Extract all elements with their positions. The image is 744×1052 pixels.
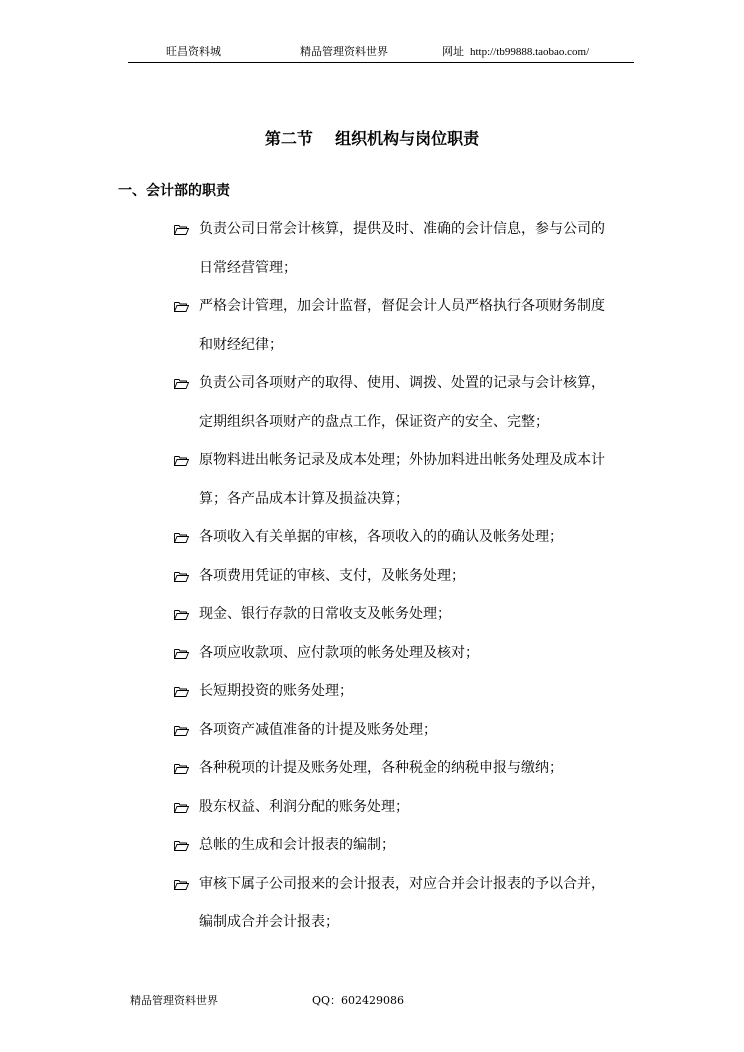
duty-text: 总帐的生成和会计报表的编制； xyxy=(199,837,395,853)
folder-outline-icon xyxy=(174,224,189,235)
section-title: 第二节 组织机构与岗位职责 xyxy=(264,129,480,148)
folder-outline-icon xyxy=(174,301,189,312)
duty-item xyxy=(172,826,642,865)
folder-outline-icon xyxy=(174,648,189,659)
duty-item xyxy=(172,788,642,827)
folder-outline-icon xyxy=(174,378,189,389)
duty-item xyxy=(172,749,642,788)
footer-site-name: 精品管理资料世界 xyxy=(130,994,218,1007)
duty-text: 各项资产减值准备的计提及账务处理； xyxy=(199,721,437,738)
duty-text: 原物料进出帐务记录及成本处理；外协加料进出帐务处理及成本计 算；各产品成本计算及损益决算； xyxy=(199,452,605,507)
duty-text: 各种税项的计提及账务处理，各种税金的纳税申报与缴纳； xyxy=(199,760,563,776)
duty-text: 负责公司日常会计核算，提供及时、准确的会计信息，参与公司的 日常经营管理； xyxy=(199,221,605,276)
folder-outline-icon xyxy=(174,802,189,813)
duty-text: 各项费用凭证的审核、支付，及帐务处理； xyxy=(199,567,465,584)
duty-item xyxy=(172,557,642,596)
duty-item xyxy=(172,634,642,673)
header-shop-name: 旺昌资料城 xyxy=(166,45,221,58)
folder-outline-icon xyxy=(174,609,189,620)
duty-item xyxy=(172,210,642,287)
duty-item xyxy=(172,441,642,518)
duty-text: 负责公司各项财产的取得、使用、调拨、处置的记录与会计核算， 定期组织各项财产的盘点工作，保证资产的安全、完整； xyxy=(199,375,605,430)
duty-item xyxy=(172,865,642,942)
duty-item xyxy=(172,518,642,557)
header-web-label: 网址 xyxy=(442,45,464,58)
footer-qq: QQ：602429086 xyxy=(312,994,405,1007)
header-site-name: 精品管理资料世界 xyxy=(300,45,388,58)
folder-outline-icon xyxy=(174,725,189,736)
folder-outline-icon xyxy=(174,763,189,774)
duty-text: 现金、银行存款的日常收支及帐务处理； xyxy=(199,606,451,622)
subheading: 一、会计部的职责 xyxy=(118,183,230,199)
duty-text: 股东权益、利润分配的账务处理； xyxy=(199,798,409,815)
folder-outline-icon xyxy=(174,532,189,543)
folder-outline-icon xyxy=(174,455,189,466)
header-url: http://tb99888.taobao.com/ xyxy=(470,46,590,58)
duty-item xyxy=(172,287,642,364)
duty-text: 各项应收款项、应付款项的帐务处理及核对； xyxy=(199,644,479,661)
folder-outline-icon xyxy=(174,879,189,890)
duty-list xyxy=(172,210,642,942)
duty-item xyxy=(172,672,642,711)
page-header xyxy=(128,44,634,63)
folder-outline-icon xyxy=(174,686,189,697)
duty-text: 严格会计管理，加会计监督，督促会计人员严格执行各项财务制度 和财经纪律； xyxy=(199,298,605,353)
duty-text: 长短期投资的账务处理； xyxy=(199,683,353,699)
duty-item xyxy=(172,595,642,634)
folder-outline-icon xyxy=(174,840,189,851)
duty-item xyxy=(172,711,642,750)
duty-item xyxy=(172,364,642,441)
duty-text: 审核下属子公司报来的会计报表，对应合并会计报表的予以合并， 编制成合并会计报表； xyxy=(199,875,605,930)
duty-text: 各项收入有关单据的审核，各项收入的的确认及帐务处理； xyxy=(199,529,563,545)
folder-outline-icon xyxy=(174,571,189,582)
